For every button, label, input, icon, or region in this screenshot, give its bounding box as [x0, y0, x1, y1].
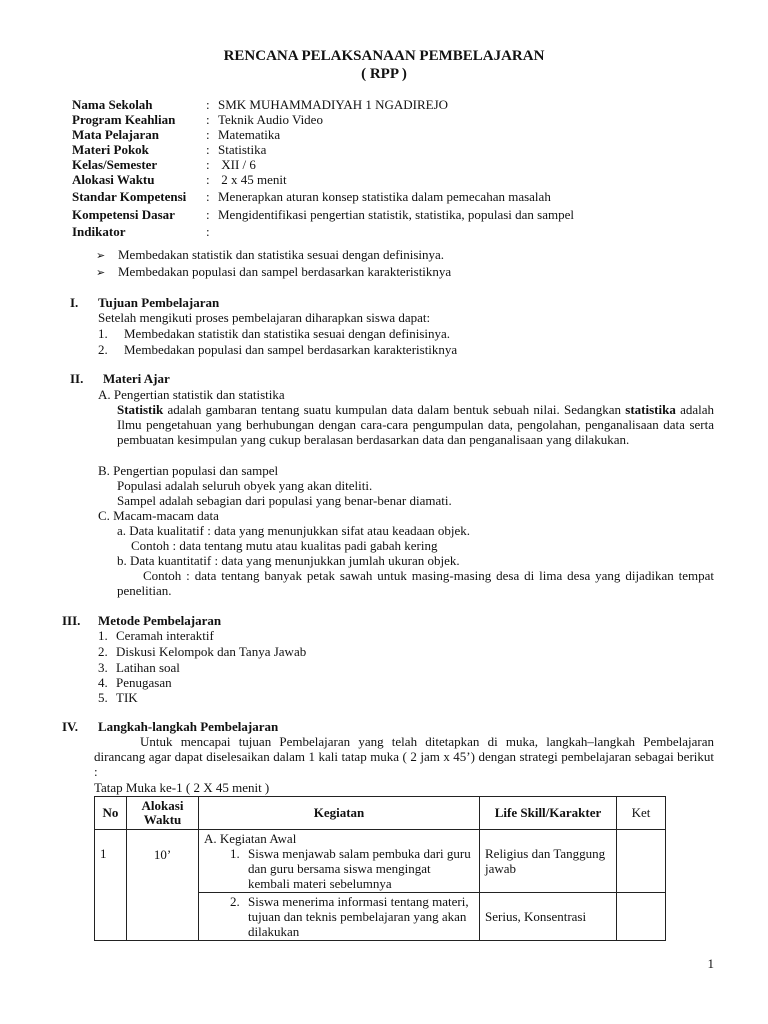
- materi-b-line: Populasi adalah seluruh obyek yang akan diteliti.: [117, 478, 373, 493]
- ket-cell: [617, 830, 666, 893]
- metode-item: 4. Penugasan: [98, 675, 172, 690]
- section-heading-materi: II. Materi Ajar: [70, 371, 170, 386]
- metode-item: 2. Diskusi Kelompok dan Tanya Jawab: [98, 644, 307, 659]
- identity-label: Program Keahlian: [72, 112, 176, 127]
- identity-row: Alokasi Waktu : 2 x 45 menit: [72, 172, 287, 187]
- metode-item: 1. Ceramah interaktif: [98, 628, 214, 643]
- kegiatan-step: 2. Siswa menerima informasi tentang materi, tujuan dan teknis pembelajaran yang akan dilakukan: [230, 894, 469, 939]
- identity-value: Matematika: [218, 127, 281, 142]
- identity-value: Statistika: [218, 142, 267, 157]
- identity-value: SMK MUHAMMADIYAH 1 NGADIREJO: [218, 97, 449, 112]
- identity-label: Mata Pelajaran: [72, 127, 160, 142]
- indikator-item: [96, 247, 444, 264]
- materi-a-paragraph: Statistik adalah gambaran tentang suatu kumpulan data dalam bentuk sebuah nilai. Sedangkan statistika adalah Ilmu pengetahuan yang berhubungan dengan cara-cara pengumpulan data, pengolahan, penganalisaan data serta pembuatan kesimpulan yang cukup beralasan berdasarkan data dan penganalisaan yang dilakukan.: [117, 402, 715, 447]
- metode-item: 5. TIK: [98, 690, 138, 705]
- header-kegiatan: Kegiatan: [199, 797, 480, 830]
- tujuan-item: 1. Membedakan statistik dan statistika sesuai dengan definisinya.: [98, 326, 451, 341]
- materi-c-item: a. Data kualitatif : data yang menunjukkan sifat atau keadaan objek.: [117, 523, 471, 538]
- life-skill-cell: Serius, Konsentrasi: [480, 893, 617, 941]
- kegiatan-table: [94, 796, 666, 941]
- identity-value: Teknik Audio Video: [218, 112, 323, 127]
- identity-label: Standar Kompetensi: [72, 189, 187, 204]
- header-alokasi-waktu: Alokasi Waktu: [127, 797, 199, 830]
- identity-label: Materi Pokok: [72, 142, 149, 157]
- header-no: No: [95, 797, 127, 830]
- materi-c-item: b. Data kuantitatif : data yang menunjukkan jumlah ukuran objek.: [117, 553, 460, 568]
- identity-row: Mata Pelajaran : Matematika: [72, 127, 281, 142]
- identity-label: Kompetensi Dasar: [72, 207, 175, 222]
- ket-cell: [617, 893, 666, 941]
- arrow-bullet-icon: ➢: [96, 266, 106, 279]
- page-number: 1: [707, 956, 714, 971]
- document-subtitle: ( RPP ): [361, 66, 407, 82]
- langkah-intro: Untuk mencapai tujuan Pembelajaran yang telah ditetapkan di muka, langkah–langkah Pembelajaran dirancang agar dapat diselesaikan dalam 1 kali tatap muka ( 2 jam x 45’) dengan strategi pembelajaran sebagai berikut :: [94, 734, 714, 779]
- section-heading-metode: III. Metode Pembelajaran: [62, 613, 222, 628]
- identity-label: Alokasi Waktu: [72, 172, 155, 187]
- identity-row: Kelas/Semester : XII / 6: [72, 157, 256, 172]
- materi-a-title: A. Pengertian statistik dan statistika: [98, 387, 285, 402]
- materi-c-example: Contoh : data tentang mutu atau kualitas padi gabah kering: [131, 538, 438, 553]
- row-no: 1: [95, 830, 127, 941]
- kegiatan-step: 1. Siswa menjawab salam pembuka dari guru dan guru bersama siswa mengingat kembali materi sebelumnya: [230, 846, 471, 891]
- table-header-row: [95, 797, 666, 830]
- tatap-muka-label: Tatap Muka ke-1 ( 2 X 45 menit ): [94, 780, 270, 795]
- identity-label: Kelas/Semester: [72, 157, 158, 172]
- section-heading-tujuan: I. Tujuan Pembelajaran: [70, 295, 220, 310]
- kegiatan-title: A. Kegiatan Awal: [204, 831, 297, 846]
- section-heading-langkah: IV. Langkah-langkah Pembelajaran: [62, 719, 279, 734]
- materi-c-example: Contoh : data tentang banyak petak sawah untuk masing-masing desa di lima desa yang dijadikan tempat penelitian.: [117, 568, 714, 598]
- identity-row: Standar Kompetensi : Menerapkan aturan konsep statistika dalam pemecahan masalah: [72, 189, 551, 204]
- arrow-bullet-icon: ➢: [96, 249, 106, 262]
- identity-label: Indikator: [72, 224, 126, 239]
- document-title: RENCANA PELAKSANAAN PEMBELAJARAN: [223, 48, 545, 64]
- indikator-text: Membedakan populasi dan sampel berdasarkan karakteristiknya: [118, 264, 452, 279]
- identity-label: Nama Sekolah: [72, 97, 153, 112]
- identity-value: XII / 6: [218, 157, 256, 172]
- materi-b-line: Sampel adalah sebagian dari populasi yang benar-benar diamati.: [117, 493, 452, 508]
- tujuan-item: 2. Membedakan populasi dan sampel berdasarkan karakteristiknya: [98, 342, 458, 357]
- table-row: [95, 830, 666, 893]
- identity-row: Materi Pokok : Statistika: [72, 142, 267, 157]
- indikator-text: Membedakan statistik dan statistika sesuai dengan definisinya.: [118, 247, 445, 262]
- identity-row: Indikator :: [72, 224, 210, 239]
- materi-b-title: B. Pengertian populasi dan sampel: [98, 463, 279, 478]
- metode-item: 3. Latihan soal: [98, 660, 180, 675]
- identity-row: Program Keahlian : Teknik Audio Video: [72, 112, 323, 127]
- kegiatan-cell: [199, 830, 480, 893]
- materi-c-title: C. Macam-macam data: [98, 508, 219, 523]
- identity-value: Menerapkan aturan konsep statistika dalam pemecahan masalah: [218, 189, 551, 204]
- tujuan-intro: Setelah mengikuti proses pembelajaran diharapkan siswa dapat:: [98, 310, 431, 325]
- identity-value: Mengidentifikasi pengertian statistik, statistika, populasi dan sampel: [218, 207, 574, 222]
- row-time: 10’: [127, 830, 199, 941]
- kegiatan-cell: [199, 893, 480, 941]
- identity-value: 2 x 45 menit: [218, 172, 287, 187]
- life-skill-cell: Religius dan Tanggung jawab: [480, 830, 617, 893]
- header-life-skill: Life Skill/Karakter: [480, 797, 617, 830]
- identity-row: Nama Sekolah : SMK MUHAMMADIYAH 1 NGADIREJO: [72, 97, 449, 112]
- header-ket: Ket: [617, 797, 666, 830]
- identity-row: Kompetensi Dasar : Mengidentifikasi pengertian statistik, statistika, populasi dan sampel: [72, 207, 574, 222]
- indikator-item: [96, 264, 451, 281]
